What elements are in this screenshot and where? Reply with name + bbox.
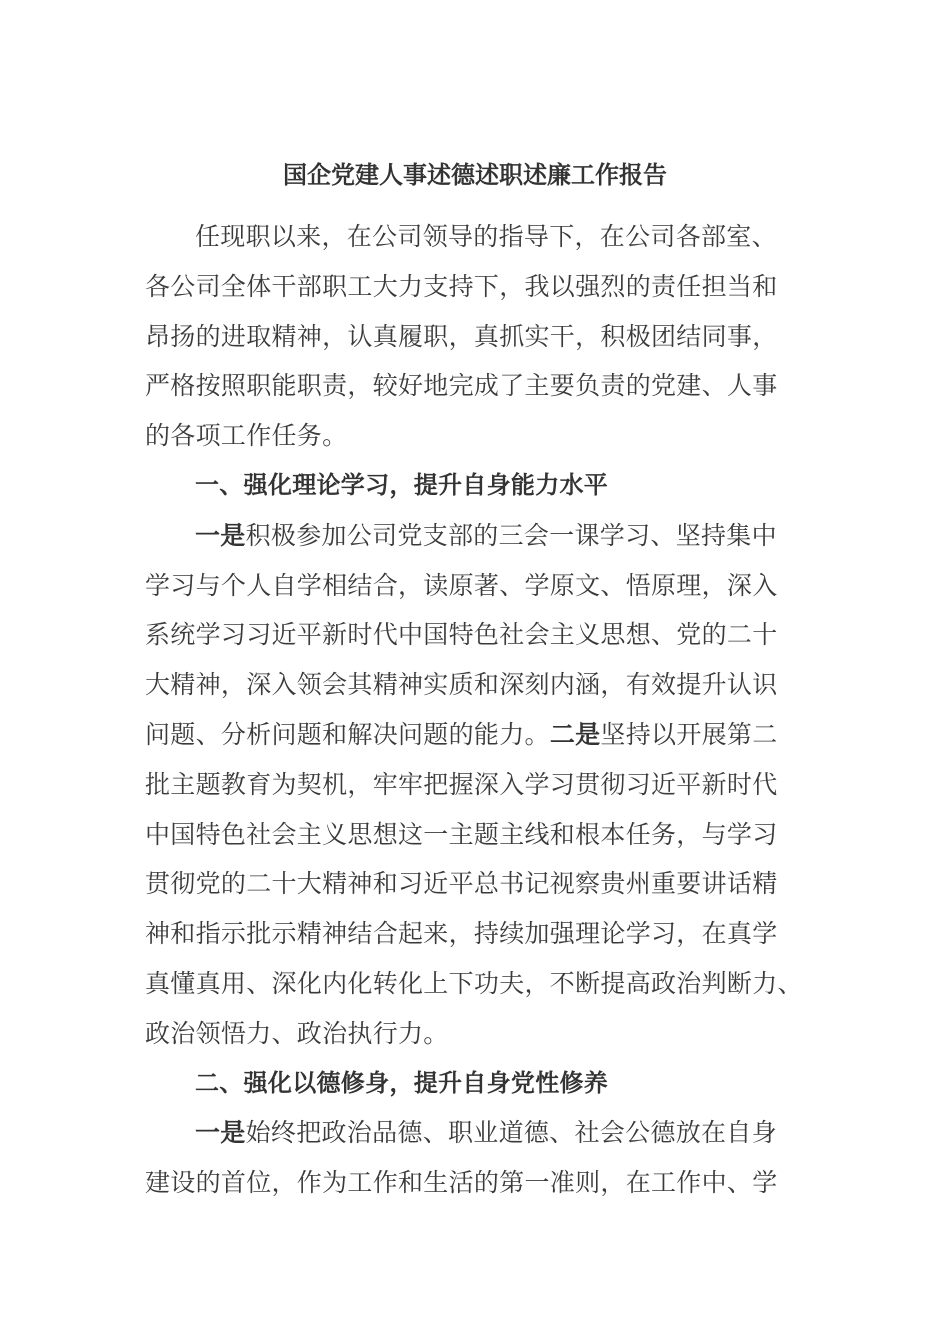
- line-text: 的各项工作任务。: [145, 421, 348, 451]
- document-title: 国企党建人事述德述职述廉工作报告: [283, 161, 667, 189]
- line-text: 政治领悟力、政治执行力。: [145, 1018, 449, 1048]
- paragraph-line: [145, 312, 790, 362]
- document-body: [145, 212, 803, 1208]
- paragraph-line: [145, 660, 790, 710]
- paragraph-line: [145, 561, 790, 611]
- paragraph-line: [145, 262, 790, 312]
- paragraph-line: [145, 361, 790, 411]
- paragraph-line: [145, 959, 803, 1009]
- line-text: 积极参加公司党支部的三会一课学习、坚持集中: [245, 520, 777, 550]
- line-text: 学习与个人自学相结合，读原著、学原文、悟原理，深入: [145, 570, 778, 600]
- lead-phrase: 二是: [549, 719, 601, 749]
- heading-text: 一、强化理论学习，提升自身能力水平: [195, 470, 609, 499]
- paragraph-line: [145, 511, 790, 561]
- line-text: 批主题教育为契机，牢牢把握深入学习贯彻习近平新时代: [145, 769, 778, 799]
- heading-text: 二、强化以德修身，提升自身党性修养: [195, 1068, 609, 1097]
- line-text: 建设的首位，作为工作和生活的第一准则，在工作中、学: [145, 1168, 778, 1198]
- line-text: 神和指示批示精神结合起来，持续加强理论学习，在真学: [145, 919, 778, 949]
- line-text: 坚持以开展第二: [600, 719, 778, 749]
- paragraph-line: [145, 760, 790, 810]
- paragraph-line: [145, 710, 790, 760]
- line-text: 贯彻党的二十大精神和习近平总书记视察贵州重要讲话精: [145, 869, 778, 899]
- paragraph-line: [145, 909, 790, 959]
- section-heading-2: [145, 1059, 790, 1109]
- lead-phrase: 一是: [195, 520, 246, 550]
- lead-phrase: 一是: [195, 1118, 246, 1148]
- paragraph-line: [145, 1108, 790, 1158]
- line-text: 严格按照职能职责，较好地完成了主要负责的党建、人事: [145, 371, 778, 401]
- line-text: 任现职以来，在公司领导的指导下，在公司各部室、: [195, 222, 777, 251]
- paragraph-line: [145, 1009, 790, 1059]
- paragraph-line: [145, 810, 790, 860]
- paragraph-line: [145, 610, 790, 660]
- line-text: 真懂真用、深化内化转化上下功夫，不断提高政治判断力、: [145, 968, 803, 998]
- line-text: 系统学习习近平新时代中国特色社会主义思想、党的二十: [145, 620, 778, 650]
- paragraph-line: [145, 859, 790, 909]
- paragraph-line: [145, 411, 790, 461]
- line-text: 大精神，深入领会其精神实质和深刻内涵，有效提升认识: [145, 670, 778, 700]
- paragraph-line: [145, 1158, 790, 1208]
- line-text: 始终把政治品德、职业道德、社会公德放在自身: [245, 1118, 777, 1148]
- line-text: 各公司全体干部职工大力支持下，我以强烈的责任担当和: [145, 271, 778, 301]
- line-text: 问题、分析问题和解决问题的能力。: [145, 719, 550, 749]
- section-heading-1: [145, 461, 790, 511]
- line-text: 中国特色社会主义思想这一主题主线和根本任务，与学习: [145, 819, 778, 849]
- line-text: 昂扬的进取精神，认真履职，真抓实干，积极团结同事，: [145, 321, 778, 351]
- paragraph-line: [145, 212, 790, 262]
